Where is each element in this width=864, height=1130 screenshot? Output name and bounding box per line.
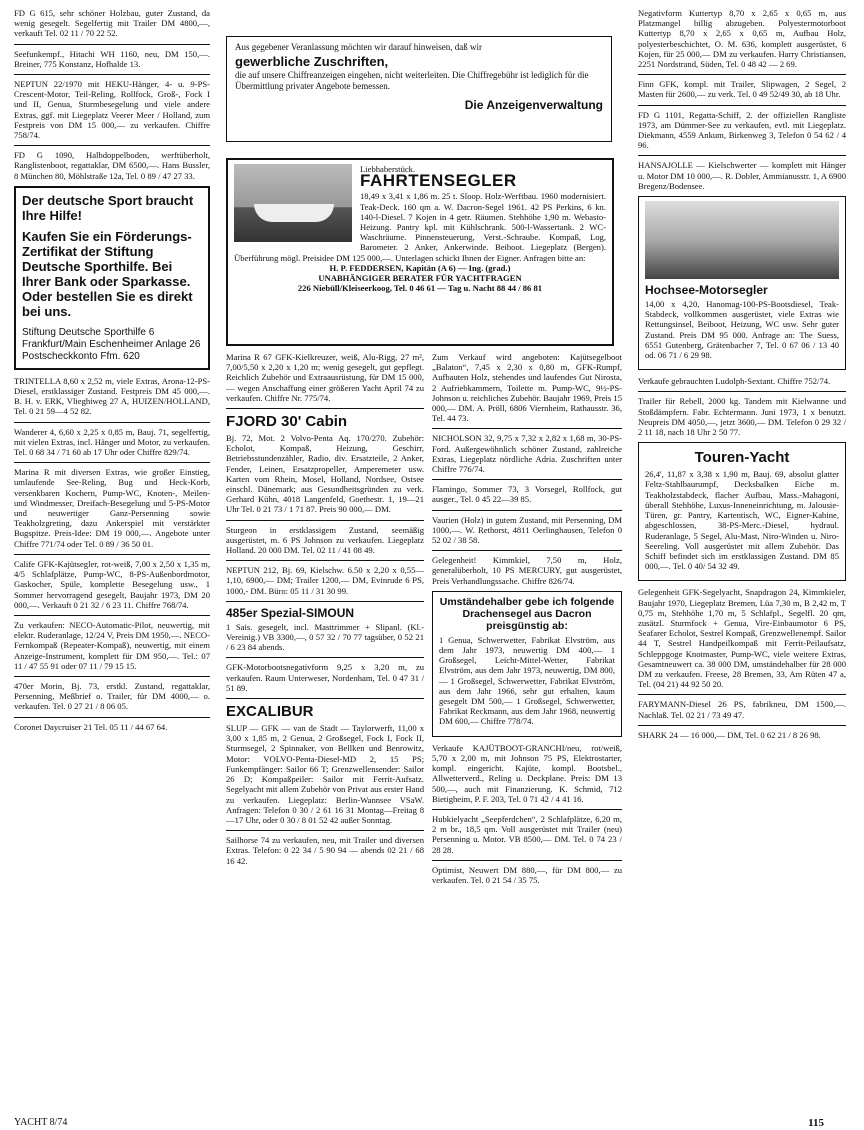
sporthilfe-address: Stiftung Deutsche Sporthilfe 6 Frankfurt/Main Eschenheimer Anlage 26 Postscheckkonto Ffm. 620 xyxy=(22,326,201,362)
ad-marina-r: Marina R mit diversen Extras, wie großer Einstieg, umlaufende See-Reling, Bug und Heck-Korb, versenkbaren Kochern, Pump-WC, Knoten-, Meilen- und Windmesser, Dreifach-Besegelung und 5-PS-Motor und neuwertiger Ganz-Persenning sowie Teakholzgreting, dazu Ankerspiel mit verstärkter Bugspitze. Preis-Idee: DM 19 000,—. Angebote unter Chiffre 771/74 oder Tel. 0 89 / 36 50 01. xyxy=(14,467,210,549)
ad-seefunk: Seefunkempf., Hitachi WH 1160, neu, DM 150,—. Breiner, 775 Konstanz, Hofhalde 13. xyxy=(14,48,210,69)
hochsee-ad xyxy=(638,196,846,370)
ad-shark: SHARK 24 — 16 000,— DM, Tel. 0 62 21 / 8 26 98. xyxy=(638,729,821,740)
ad-neptun-22: NEPTUN 22/1970 mit HEKU-Hänger, 4- u. 9-PS-Crescent-Motor, Teil-Reling, Rollfock, Groß-, Fock I und II, Genua, Sturmbesegelung und viele andere Extras, ggf. mit Liegeplatz Veerer Meer / Holland, zum Festpreis von DM 15 000,— zu verkaufen. Chiffre 758/74. xyxy=(14,79,210,141)
notice-heading: gewerbliche Zuschriften, xyxy=(235,54,389,69)
ad-calife: Calife GFK-Kajütsegler, rot-weiß, 7,00 x 2,50 x 1,35 m, 4/5 Schlafplätze, Pump-WC, 8-PS-Außenbordmotor, Gaskocher, Spüle, komplette Besegelung usw., 1 Sommer hervorragend gesegelt, Baujahr 1973, DM 20 000,—. Verkauft 0 21 32 / 6 23 11. Chiffre 768/74. xyxy=(14,558,210,610)
ad-negativform: GFK-Motorbootsnegativform 9,25 x 3,20 m, zu verkaufen. Raum Unterweser, Nordenham, Tel. 0 47 31 / 51 89. xyxy=(226,662,424,693)
ad-finn: Finn GFK, kompl. mit Trailer, Slipwagen, 2 Segel, 2 Masten für 2600,— zu verk. Tel. 0 49 52/49 30, ab 18 Uhr. xyxy=(638,79,846,100)
notice-box xyxy=(226,36,612,142)
ad-excalibur: SLUP — GFK — van de Stadt — Taylorwerft, 11,00 x 3,00 x 1,85 m, 2 Genua, 2 Großsegel, Fock I, Fock II, Sturmsegel, 2 Spinnaker, von Bellken und Benrowitz, Motor: VOLVO-Penta-Diesel-MD 2, 15 PS; Funkempfänger: Sailor 66 T; Grenzwellensender: Sailor 26 D; Kompaßpeiler: Sailor mit Ferrit-Aufsatz. Segelyacht mit allem Zubehör von Privat aus erster Hand zu verkaufen. Liegeplatz: Berlin-Wannsee VSaW. Anfragen: Telefon 0 30 / 2 61 16 31 Montag—Freitag 8—17 Uhr, oder 0 30 / 8 01 52 42 außer Sonntag. xyxy=(226,723,424,825)
sailboat-photo xyxy=(234,164,352,242)
ad-hansajolle: HANSAJOLLE — Kielschwerter — komplett mit Hänger u. Motor DM 10 000,—. R. Dobler, Ammianusstr. 1, A 6900 Bregenz/Bodensee. xyxy=(638,160,846,191)
drachensegel-ad xyxy=(432,591,622,737)
fahrtensegler-ad xyxy=(226,158,614,346)
ad-flamingo: Flamingo, Sommer 73, 3 Vorsegel, Rollfock, gut ausger., Tel. 0 45 22—39 85. xyxy=(432,484,622,505)
ad-trailer-rebell: Trailer für Rebell, 2000 kg. Tandem mit Kielwanne und Stoßdämpfern. Fabr. Echtermann. Juni 1973, 1 x benutzt. Neupreis DM 4050,—, jetzt 3600,— DM. Telefon 0 29 32 / 2 11 18, nach 18 Uhr 2 50 77. xyxy=(638,396,846,438)
ad-neco: Zu verkaufen: NECO-Automatic-Pilot, neuwertig, mit elektr. Ruderanlage, 12/24 V, Preis DM 1950,—. NECO-Fernkompaß (Repeater-Kompaß), neuwertig, mit einem Anzeige-Instrument, komplett für DM 950,—. Tel.: 07 11 / 47 55 91 oder 07 11 / 79 15 15. xyxy=(14,619,210,671)
fahrtensegler-kicker: Liebhaberstück. xyxy=(360,164,416,174)
column-4 xyxy=(638,8,846,745)
touren-title: Touren-Yacht xyxy=(694,449,790,467)
touren-yacht-ad xyxy=(638,442,846,581)
sporthilfe-body: Kaufen Sie ein Förderungs-Zertifikat der Stiftung Deutsche Sporthilfe. Bei Ihrer Bank oder Sparkasse. Oder bestellen Sie es direkt bei uns. xyxy=(22,228,193,319)
column-3 xyxy=(432,352,622,890)
ad-coronet: Coronet Daycruiser 21 Tel. 05 11 / 44 67 64. xyxy=(14,721,168,732)
fahrtensegler-body: 18,49 x 3,41 x 1,86 m. 25 t. Sloop. Holz-Werftbau. 1960 modernisiert. Teak-Deck. 160 qm a. W. Dacron-Segel 1961. 42 PS Perkins, 6 kn. 140-l-Diesel. 7 Kojen in 4 getr. Räumen. Stehhöhe 1,90 m. Webasto-Heizung. Pantry kpl. mit Kühlschrank. 500-l-Wassertank. 2 WC-Waschräume. Pinnensteuerung, Verst.-Schraube. Kompaß, Log, Barometer. 2 Anker, Ankerwinde. Beiboot. Liegeplatz (Bergen). Überführung mögl. Preisidee DM 125 000,—. Unterlagen schickt Ihnen der Eigner. Anfragen bitte an: xyxy=(234,191,606,263)
sporthilfe-ad xyxy=(14,186,210,370)
ad-neptun-212: NEPTUN 212, Bj. 69, Kielschw. 6.50 x 2,20 x 0,55—1,10, 6900,— DM; Trailer 1200,— DM, Evinrude 6 PS, 1000,- DM. Büro: 05 11 / 31 30 99. xyxy=(226,565,424,596)
ad-sturgeon: Sturgeon in erstklassigem Zustand, seemäßig ausgerüstet, m. 6 PS Johnson zu verkaufen. Liegeplatz Holland. 20 000 DM. Tel. 02 11 / 41 08 49. xyxy=(226,524,424,556)
ad-nicholson: NICHOLSON 32, 9,75 x 7,32 x 2,82 x 1,68 m, 30-PS-Ford. Außergewöhnlich schöner Zustand, zahlreiche Extras, Liegeplatz nördliche Adria. Zuschriften unter Chiffre 776/74. xyxy=(432,433,622,475)
fahrtensegler-contact-1: H. P. FEDDERSEN, Kapitän (A 6) — Ing. (grad.) xyxy=(329,262,511,273)
fahrtensegler-title: FAHRTENSEGLER xyxy=(360,171,517,191)
ad-sailhorse: Sailhorse 74 zu verkaufen, neu, mit Trailer und diversen Extras. Telefon: 0 22 34 / 5 90 94 — abends 02 21 / 68 16 42. xyxy=(226,835,424,866)
fahrtensegler-contact-3: 226 Niebüll/Kleiseerkoog, Tel. 0 46 61 — Tag u. Nacht 88 44 / 86 81 xyxy=(297,283,543,294)
notice-signature: Die Anzeigenverwaltung xyxy=(464,98,603,112)
ad-farymann: FARYMANN-Diesel 26 PS, fabrikneu, DM 1500,—. Nachlaß. Tel. 02 21 / 73 49 47. xyxy=(638,699,846,720)
sporthilfe-headline: Der deutsche Sport braucht Ihre Hilfe! xyxy=(22,192,194,223)
ad-balaton: Zum Verkauf wird angeboten: Kajütsegelboot „Balaton“, 7,45 x 2,30 x 0,80 m, GFK-Rumpf, Aufbauten Holz, stehendes und laufendes Gut Nirosta, 2 Aufriebkammern, Toilette m. Pump-WC, 9½-PS-Johnson u. reichliches Zubehör. Baujahr 1969, Preis 15 000,— DM. A. Pröll, 6806 Viernheim, Rathausstr. 36, Tel. 44 73. xyxy=(432,352,622,424)
drachensegel-headline: Umständehalber gebe ich folgende Drachensegel aus Dacron preisgünstig ab: xyxy=(439,595,615,632)
ad-wanderer: Wanderer 4, 6,60 x 2,25 x 0,85 m, Bauj. 71, segelfertig, mit vielen Extras, incl. Hänger und Motor, zu verkaufen. Tel. 0 68 34 / 71 60 ab 17 Uhr oder Chiffre 829/74. xyxy=(14,426,210,458)
footer-issue: YACHT 8/74 xyxy=(14,1117,68,1128)
notice-line-1: Aus gegebener Veranlassung möchten wir darauf hinweisen, daß wir xyxy=(235,42,483,52)
notice-line-2: die auf unsere Chiffreanzeigen eingehen, nicht weiterleiten. Die Chiffregebühr ist lediglich für die Übermittlung privater Angebote bemessen. xyxy=(235,70,589,91)
hochsee-title: Hochsee-Motorsegler xyxy=(645,283,768,298)
page-number: 115 xyxy=(808,1117,824,1129)
ad-negativform-kuttertyp: Negativform Kuttertyp 8,70 x 2,65 x 0,65 m, aus Platzmangel billig abzugeben. Polyestermotorboot Kuttertyp 8,70 x 2,65 x 0,65 m, Aufbau Holz, polyesterbeschichtet, O. M. 636, komplett ausgerüstet, 6 Kojen, für 25 000,— DM zu verkaufen. Harry Christiansen, 2251 Nordstrand, Süden, Tel. 0 48 42 — 2 69. xyxy=(638,8,846,70)
ad-granchi: Verkaufe KAJÜTBOOT-GRANCHI/neu, rot/weiß, 5,70 x 2,00 m, mit Johnson 75 PS, Elektrostarter, kompl. eingericht. Kajüte, kompl. Bootsbel., Allwetterverd., Reling u. Deckplane. Preis: DM 13 500,—, auch mit Finanzierung. K. Schmid, 712 Bietigheim, P. F. 203, Tel. 0 71 42 / 4 41 16. xyxy=(432,742,622,804)
ad-fd-g-1090: FD G 1090, Halbdoppelboden, werftüberholt, Ranglistenboot, regattaklar, DM 6500,—. Hans Bussler, 8 München 80, Möhlstraße 12a, Tel. 0 89 / 47 27 33. xyxy=(14,150,210,181)
ad-sextant: Verkaufe gebrauchten Ludolph-Sextant. Chiffre 752/74. xyxy=(638,376,831,387)
ad-marina-r-67: Marina R 67 GFK-Kielkreuzer, weiß, Alu-Rigg, 27 m², 7,00/5,50 x 2,20 x 1,20 m; wenig gesegelt, gut gepflegt. Reichlich Zubehör und Extraausrüstung, für DM 15 000,— wegen Anschaffung einer größeren Yacht April 74 zu verkaufen. Chiffre Nr. 775/74. xyxy=(226,352,424,403)
simoun-title: 485er Spezial-SIMOUN xyxy=(226,605,355,620)
ad-simoun: 1 Sais. gesegelt, incl. Masttrimmer + Slipanl. (Kl.-Vereinig.) VB 3300,—, 0 57 32 / 70 77 tagsüber, 0 52 21 / 6 23 84 abends. xyxy=(226,621,424,653)
ad-fd-g-615: FD G 615, sehr schöner Holzbau, guter Zustand, da wenig gesegelt. Segelfertig mit Trailer DM 4800,—, verkauft Tel. 02 11 / 70 22 52. xyxy=(14,8,210,39)
fahrtensegler-contact-2: UNABHÄNGIGER BERATER FÜR YACHTFRAGEN xyxy=(318,273,522,284)
drachensegel-body: 1 Genua, Schwerwetter, Fabrikat Elvström, aus dem Jahr 1973, neuwertig DM 400,— 1 Großsegel, Leicht-Mittel-Wetter, Fabrikat Elvström, aus dem Jahr 1973, neuwertig, DM 800,— 1 Großsegel, Schwerwetter, Fabrikat Elvström, aus dem Jahr 1966, sehr gut erhalten, kaum gesegelt DM 500,— 1 Großsegel, Schwerwetter, Fabrikat Reckmann, aus dem Jahr 1968, neuwertig DM 600,— Chiffre 778/74. xyxy=(439,634,615,727)
column-1 xyxy=(14,8,210,737)
ad-fd-g-1101: FD G 1101, Regatta-Schiff, 2. der offiziellen Rangliste 1973, am Dümmer-See zu verkaufen, evtl. mit Liegeplatz. Diekmann, 4559 Ankum, Birkenweg 3, Telefon 0 54 62 / 4 96. xyxy=(638,109,846,151)
fjord-title: FJORD 30' Cabin xyxy=(226,413,348,431)
ad-optimist: Optimist, Neuwert DM 880,—, für DM 800,— zu verkaufen. Tel. 0 21 54 / 35 75. xyxy=(432,864,622,885)
ad-kimmkiel: Gelegenheit! Kimmkiel, 7,50 m, Holz, generalüberholt, 10 PS MERCURY, gut ausgerüstet, Preis Verhandlungssache. Chiffre 826/74. xyxy=(432,555,622,586)
column-2 xyxy=(226,352,424,871)
ad-vaurien: Vaurien (Holz) in gutem Zustand, mit Persenning, DM 1000,—. W. Rethorst, 4811 Oerlinghausen, Telefon 0 52 02 / 38 58. xyxy=(432,514,622,546)
ad-trintella: TRINTELLA 8,60 x 2,52 m, viele Extras, Arona-12-PS-Diesel, erstklassiger Zustand. Festpreis DM 45 000,—. B. H. v. ERK, Vlieghiweg 27 A, HUIZEN/HOLLAND, Tel. 0 21 59—4 52 82. xyxy=(14,375,210,417)
ad-470er: 470er Morin, Bj. 73, erstkl. Zustand, regattaklar, Persenning, Meßbrief o. Trailer, für DM 4000,— o. verkaufen. Tel. 0 27 21 / 8 06 05. xyxy=(14,680,210,712)
ad-snapdragon: Gelegenheit GFK-Segelyacht, Snapdragon 24, Kimmkieler, Baujahr 1970, Liegeplatz Bremen, Lüa 7,30 m, B 2,42 m, T 0,75 m, Stehhöhe 1,70 m, 5 Schlafpl., Segelfl. 20 qm, zusätzl. Sturmfock + Genua, Vire-Einbaumotor 6 PS, Seafarer Echolot, Sestrel Kompaß, Grenzwellenempf. Sailor 44 T, Sestrel Handpeilkompaß mit Ferrit-Peilaufsatz, Schleppgoge Knotmaster, Pump-WC, viele weitere Extras, Gesamtneuwert ca. 38 000 DM, umständehalber für 28 000 DM zu verkaufen. Freese, 28 Bremen, 33, Am Rüten 47 a, Tel. (04 21) 44 92 50 20. xyxy=(638,587,846,690)
excalibur-title: EXCALIBUR xyxy=(226,703,314,721)
hochsee-body: 14,00 x 4,20, Hanomag-100-PS-Bootsdiesel, Teak-Stabdeck, vollkommen ausgerüstet, viele Extras wie Rettungsinsel, Beiboot, Heizung, WC usw. Sehr guter Zustand. Preis DM 95 000. Anfrage an: The Suess, 6551 Gutenberg, Grätenbacher 7, Tel. 0 67 06 / 13 40 od. 06 71 / 6 29 98. xyxy=(645,299,839,361)
ad-seepferdchen: Hubkielyacht „Seepferdchen“, 2 Schlafplätze, 6,20 m, 2 m br., 18,5 qm. Voll ausgerüstet mit Trailer (neu) Persenning u. Motor. VB 8500,— DM. Tel. 0 74 23 / 28 28. xyxy=(432,813,622,855)
motorsegler-photo xyxy=(645,201,839,279)
ad-fjord: Bj. 72, Mot. 2 Volvo-Penta Aq. 170/270. Zubehör: Echolot, Kompaß, Heizung, Geschirr, Betriebsstundenzähler, Radio, div. Ersatzteile, 2 Anker, Fender, Leinen, Ersatzpropeller, Amperemeter usw. Karten vom Rhein, Mosel, Holland, Nordsee, Ostsee einschl. Dänemark; aus Gesundheitsgründen zu verk. Gerhard Kühn, 4018 Langenfeld, Goethestr. 1, 19—21 Uhr Tel. 0 21 73 / 1 71 87. Preis 90 000,— DM. xyxy=(226,433,424,515)
touren-body: 26,4', 11,87 x 3,38 x 1,90 m, Bauj. 69, absolut glatter Feltz-Stahlbaurumpf, Decksbalken Eiche m. Teakholzstabdeck, flacher Aufbau, Mass.-Mahagoni, überall Stehhöhe, Luxus-Inneneinrichtung, m. Jalousie-Türen, gr. Pantry, Kartentisch, WC, Eigner-Kabine, abgeschlossen, 38-PS-Merc.-Diesel, hydraul. Ruderanlage, 5 Segel, Alu-Mast, Niro-Winden u. Niro-Seereling. Voll ausgerüstet mit allem Zubehör. Das Schiff befindet sich im erstklassigen Zustand. DM 85 000,—. Tel. 0 40/ 54 32 49. xyxy=(645,469,839,572)
